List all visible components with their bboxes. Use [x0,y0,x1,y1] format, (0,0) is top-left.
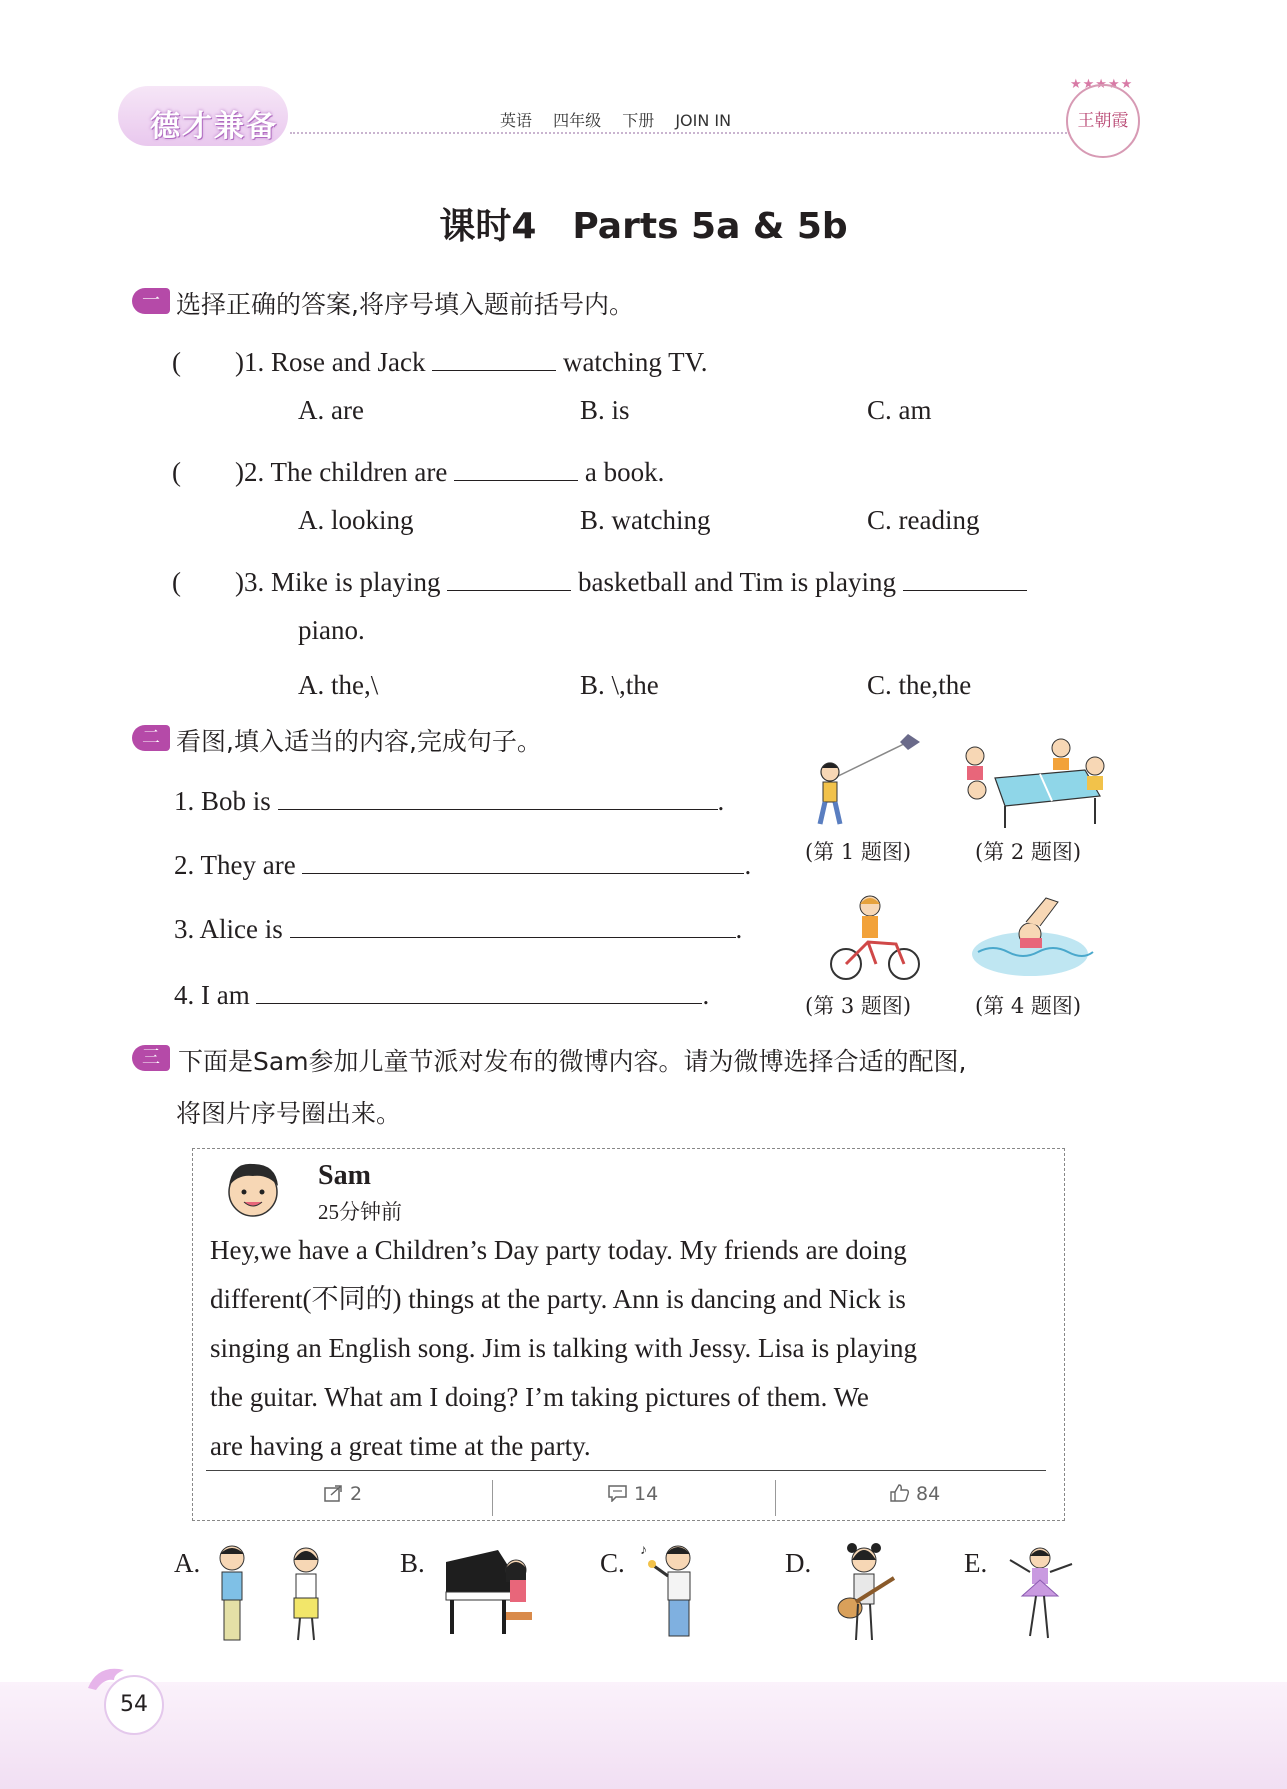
ping-pong-illustration [955,738,1115,830]
option-c: C. am [867,395,932,425]
caption-3: (第 3 题图) [805,994,912,1018]
piano-icon [446,1550,512,1598]
section3-badge: 三 [132,1045,170,1071]
post-body-line: different(不同的) things at the party. Ann is dancing and Nick is [210,1284,906,1314]
author-seal: 王朝霞 [1066,84,1140,158]
tutu-icon [1022,1580,1058,1596]
sentence-text: 4. I am [174,980,250,1010]
answer-blank[interactable] [302,851,744,874]
bike-riding-illustration [826,892,926,986]
section2-instruction: 看图,填入适当的内容,完成句子。 [176,727,542,756]
answer-paren[interactable]: ( ) [172,347,244,377]
option-b: B. \,the [580,670,659,700]
section3-instruction-line1: 下面是Sam参加儿童节派对发布的微博内容。请为微博选择合适的配图, [178,1047,967,1076]
option-b: B. is [580,395,630,425]
answer-paren[interactable]: ( ) [172,567,244,597]
lesson-title: 课时4 Parts 5a & 5b [439,206,848,247]
post-body-line: the guitar. What am I doing? I’m taking pictures of them. We [210,1382,869,1412]
caption-1: (第 1 题图) [805,840,912,864]
header-subject: 英语 [500,111,533,130]
question-3-continuation: piano. [298,615,365,645]
section2-badge: 二 [132,725,170,751]
kite-flying-illustration [808,728,928,830]
question-3 [172,560,1027,599]
share-icon [324,1484,344,1502]
sentence-text: 2. They are [174,850,296,880]
post-body-line: are having a great time at the party. [210,1431,591,1461]
question-text: 3. Mike is playing [243,567,441,597]
post-body-line: singing an English song. Jim is talking with Jessy. Lisa is playing [210,1333,917,1363]
header-info [500,108,747,131]
answer-paren[interactable]: ( ) [172,457,244,487]
sentence-text: 1. Bob is [174,786,271,816]
option-c: C. reading [867,505,980,535]
option-a: A. the,\ [298,670,379,700]
post-time: 25分钟前 [318,1200,402,1224]
comment-icon [608,1484,628,1502]
question-text: basketball and Tim is playing [577,567,896,597]
choice-d-label[interactable]: D. [785,1548,812,1578]
dancing-girl-illustration [1000,1540,1080,1650]
answer-blank[interactable] [454,458,578,481]
post-divider [206,1470,1046,1471]
post-body-line: Hey,we have a Children’s Day party today. My friends are doing [210,1235,907,1265]
choice-b-label[interactable]: B. [400,1548,425,1578]
option-b: B. watching [580,505,711,535]
page-number: 54 [104,1675,164,1735]
answer-blank[interactable] [290,915,736,938]
choice-e-label[interactable]: E. [964,1548,988,1578]
like-button[interactable] [890,1483,940,1505]
header-volume: 下册 [622,111,655,130]
answer-blank[interactable] [278,787,718,810]
music-note-icon: ♪ [640,1543,647,1558]
stat-divider [492,1480,493,1516]
talking-kids-illustration [210,1538,330,1650]
series-logo-text: 德才兼备 [150,109,278,144]
header-divider [290,132,1070,134]
sentence-4 [174,980,709,1011]
share-button[interactable] [324,1483,362,1505]
sentence-end: . [744,850,752,880]
share-count: 2 [350,1483,363,1505]
question-2 [172,450,664,489]
answer-blank[interactable] [256,981,702,1004]
choice-a-label[interactable]: A. [174,1548,201,1578]
sentence-1 [174,786,724,817]
swimming-illustration [968,892,1098,986]
kite-icon [900,734,920,750]
option-a: A. looking [298,505,414,535]
guitar-girl-illustration [824,1538,908,1650]
choice-c-label[interactable]: C. [600,1548,625,1578]
section3-instruction-line2: 将图片序号圈出来。 [176,1099,402,1128]
sentence-end: . [735,914,743,944]
microphone-icon [648,1560,656,1568]
comment-button[interactable] [608,1483,658,1505]
sentence-end: . [702,980,710,1010]
question-1 [172,340,707,379]
piano-illustration [438,1542,538,1642]
section1-badge: 一 [132,288,170,314]
seal-stars-icon: ★★★★★ [1070,76,1134,91]
singing-boy-illustration [638,1536,718,1648]
thumbs-up-icon [890,1484,910,1502]
header-series: JOIN IN [675,111,732,130]
section1-instruction: 选择正确的答案,将序号填入题前括号内。 [176,290,634,319]
sentence-2 [174,850,751,881]
caption-2: (第 2 题图) [975,840,1082,864]
comment-count: 14 [634,1483,659,1505]
answer-blank[interactable] [903,568,1027,591]
like-count: 84 [916,1483,941,1505]
sentence-3 [174,914,742,945]
question-text: a book. [584,457,665,487]
question-text: watching TV. [562,347,708,377]
stat-divider [775,1480,776,1516]
sentence-end: . [717,786,725,816]
option-a: A. are [298,395,364,425]
footer-band [0,1682,1287,1789]
post-author[interactable]: Sam [318,1160,371,1191]
question-text: 1. Rose and Jack [243,347,426,377]
question-text: 2. The children are [243,457,448,487]
sentence-text: 3. Alice is [174,914,283,944]
option-c: C. the,the [867,670,972,700]
ping-pong-table-icon [995,770,1100,806]
answer-blank[interactable] [432,348,556,371]
header-grade: 四年级 [553,111,602,130]
sam-avatar [220,1156,286,1222]
caption-4: (第 4 题图) [975,994,1082,1018]
answer-blank[interactable] [447,568,571,591]
